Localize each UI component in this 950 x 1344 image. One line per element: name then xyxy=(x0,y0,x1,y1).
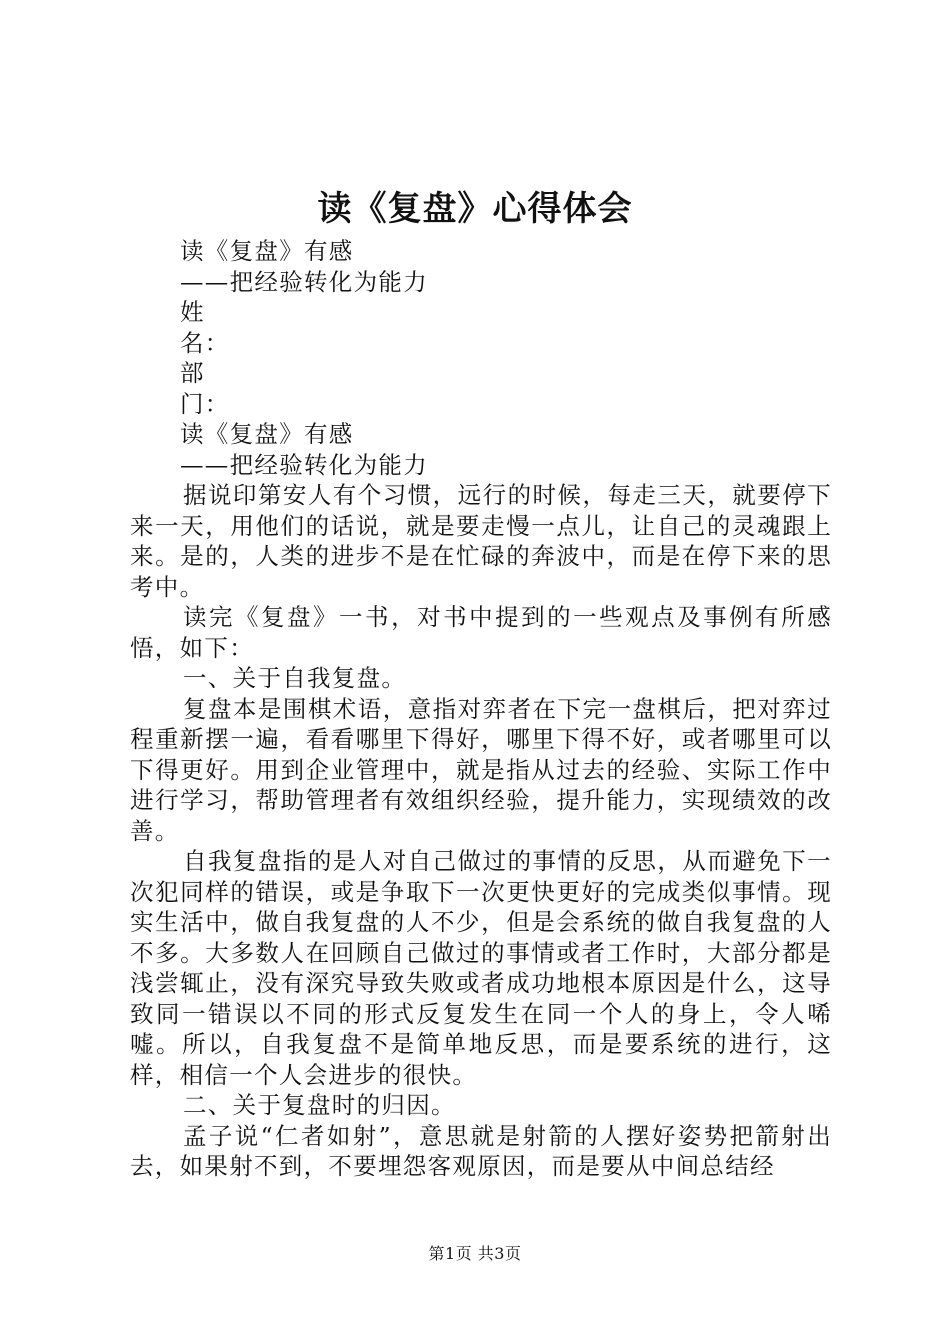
paragraph: 据说印第安人有个习惯，远行的时候，每走三天，就要停下来一天，用他们的话说，就是要走慢一点儿，让自己的灵魂跟上来。是的，人类的进步不是在忙碌的奔波中，而是在停下来的思考中。 xyxy=(130,481,832,601)
name-label-line: 名： xyxy=(180,328,230,357)
subtitle-line: ——把经验转化为能力 xyxy=(180,450,428,479)
name-label-line: 姓 xyxy=(180,298,205,326)
paragraph: 自我复盘指的是人对自己做过的事情的反思，从而避免下一次犯同样的错误，或是争取下一次更快更好的完成类似事情。现实生活中，做自我复盘的人不少，但是会系统的做自我复盘的人不多。大多数人在回顾自己做过的事情或者工作时，大部分都是浅尝辄止，没有深究导致失败或者成功地根本原因是什么，这导致同一错误以不同的形式反复发生在同一个人的身上，令人唏嘘。所以，自我复盘不是简单地反思，而是要系统的进行，这样，相信一个人会进步的很快。 xyxy=(130,847,832,1089)
section-heading: 二、关于复盘时的归因。 xyxy=(183,1091,456,1119)
department-label-line: 门： xyxy=(180,389,230,418)
department-label-line: 部 xyxy=(180,359,205,387)
document-body xyxy=(130,236,832,1182)
paragraph: 复盘本是围棋术语，意指对弈者在下完一盘棋后，把对弈过程重新摆一遍，看看哪里下得好，哪里下得不好，或者哪里可以下得更好。用到企业管理中，就是指从过去的经验、实际工作中进行学习，帮助管理者有效组织经验，提升能力，实现绩效的改善。 xyxy=(130,694,832,845)
paragraph: 读完《复盘》一书，对书中提到的一些观点及事例有所感悟，如下： xyxy=(130,603,832,662)
subtitle-line: 读《复盘》有感 xyxy=(180,237,354,265)
document-title: 读《复盘》心得体会 xyxy=(317,189,633,229)
paragraph: 孟子说“仁者如射”，意思就是射箭的人摆好姿势把箭射出去，如果射不到，不要埋怨客观原因，而是要从中间总结经 xyxy=(130,1121,832,1180)
subtitle-line: ——把经验转化为能力 xyxy=(180,267,428,296)
subtitle-line: 读《复盘》有感 xyxy=(180,420,354,448)
page-footer: 第1页 共3页 xyxy=(428,1244,522,1263)
section-heading: 一、关于自我复盘。 xyxy=(183,664,407,692)
